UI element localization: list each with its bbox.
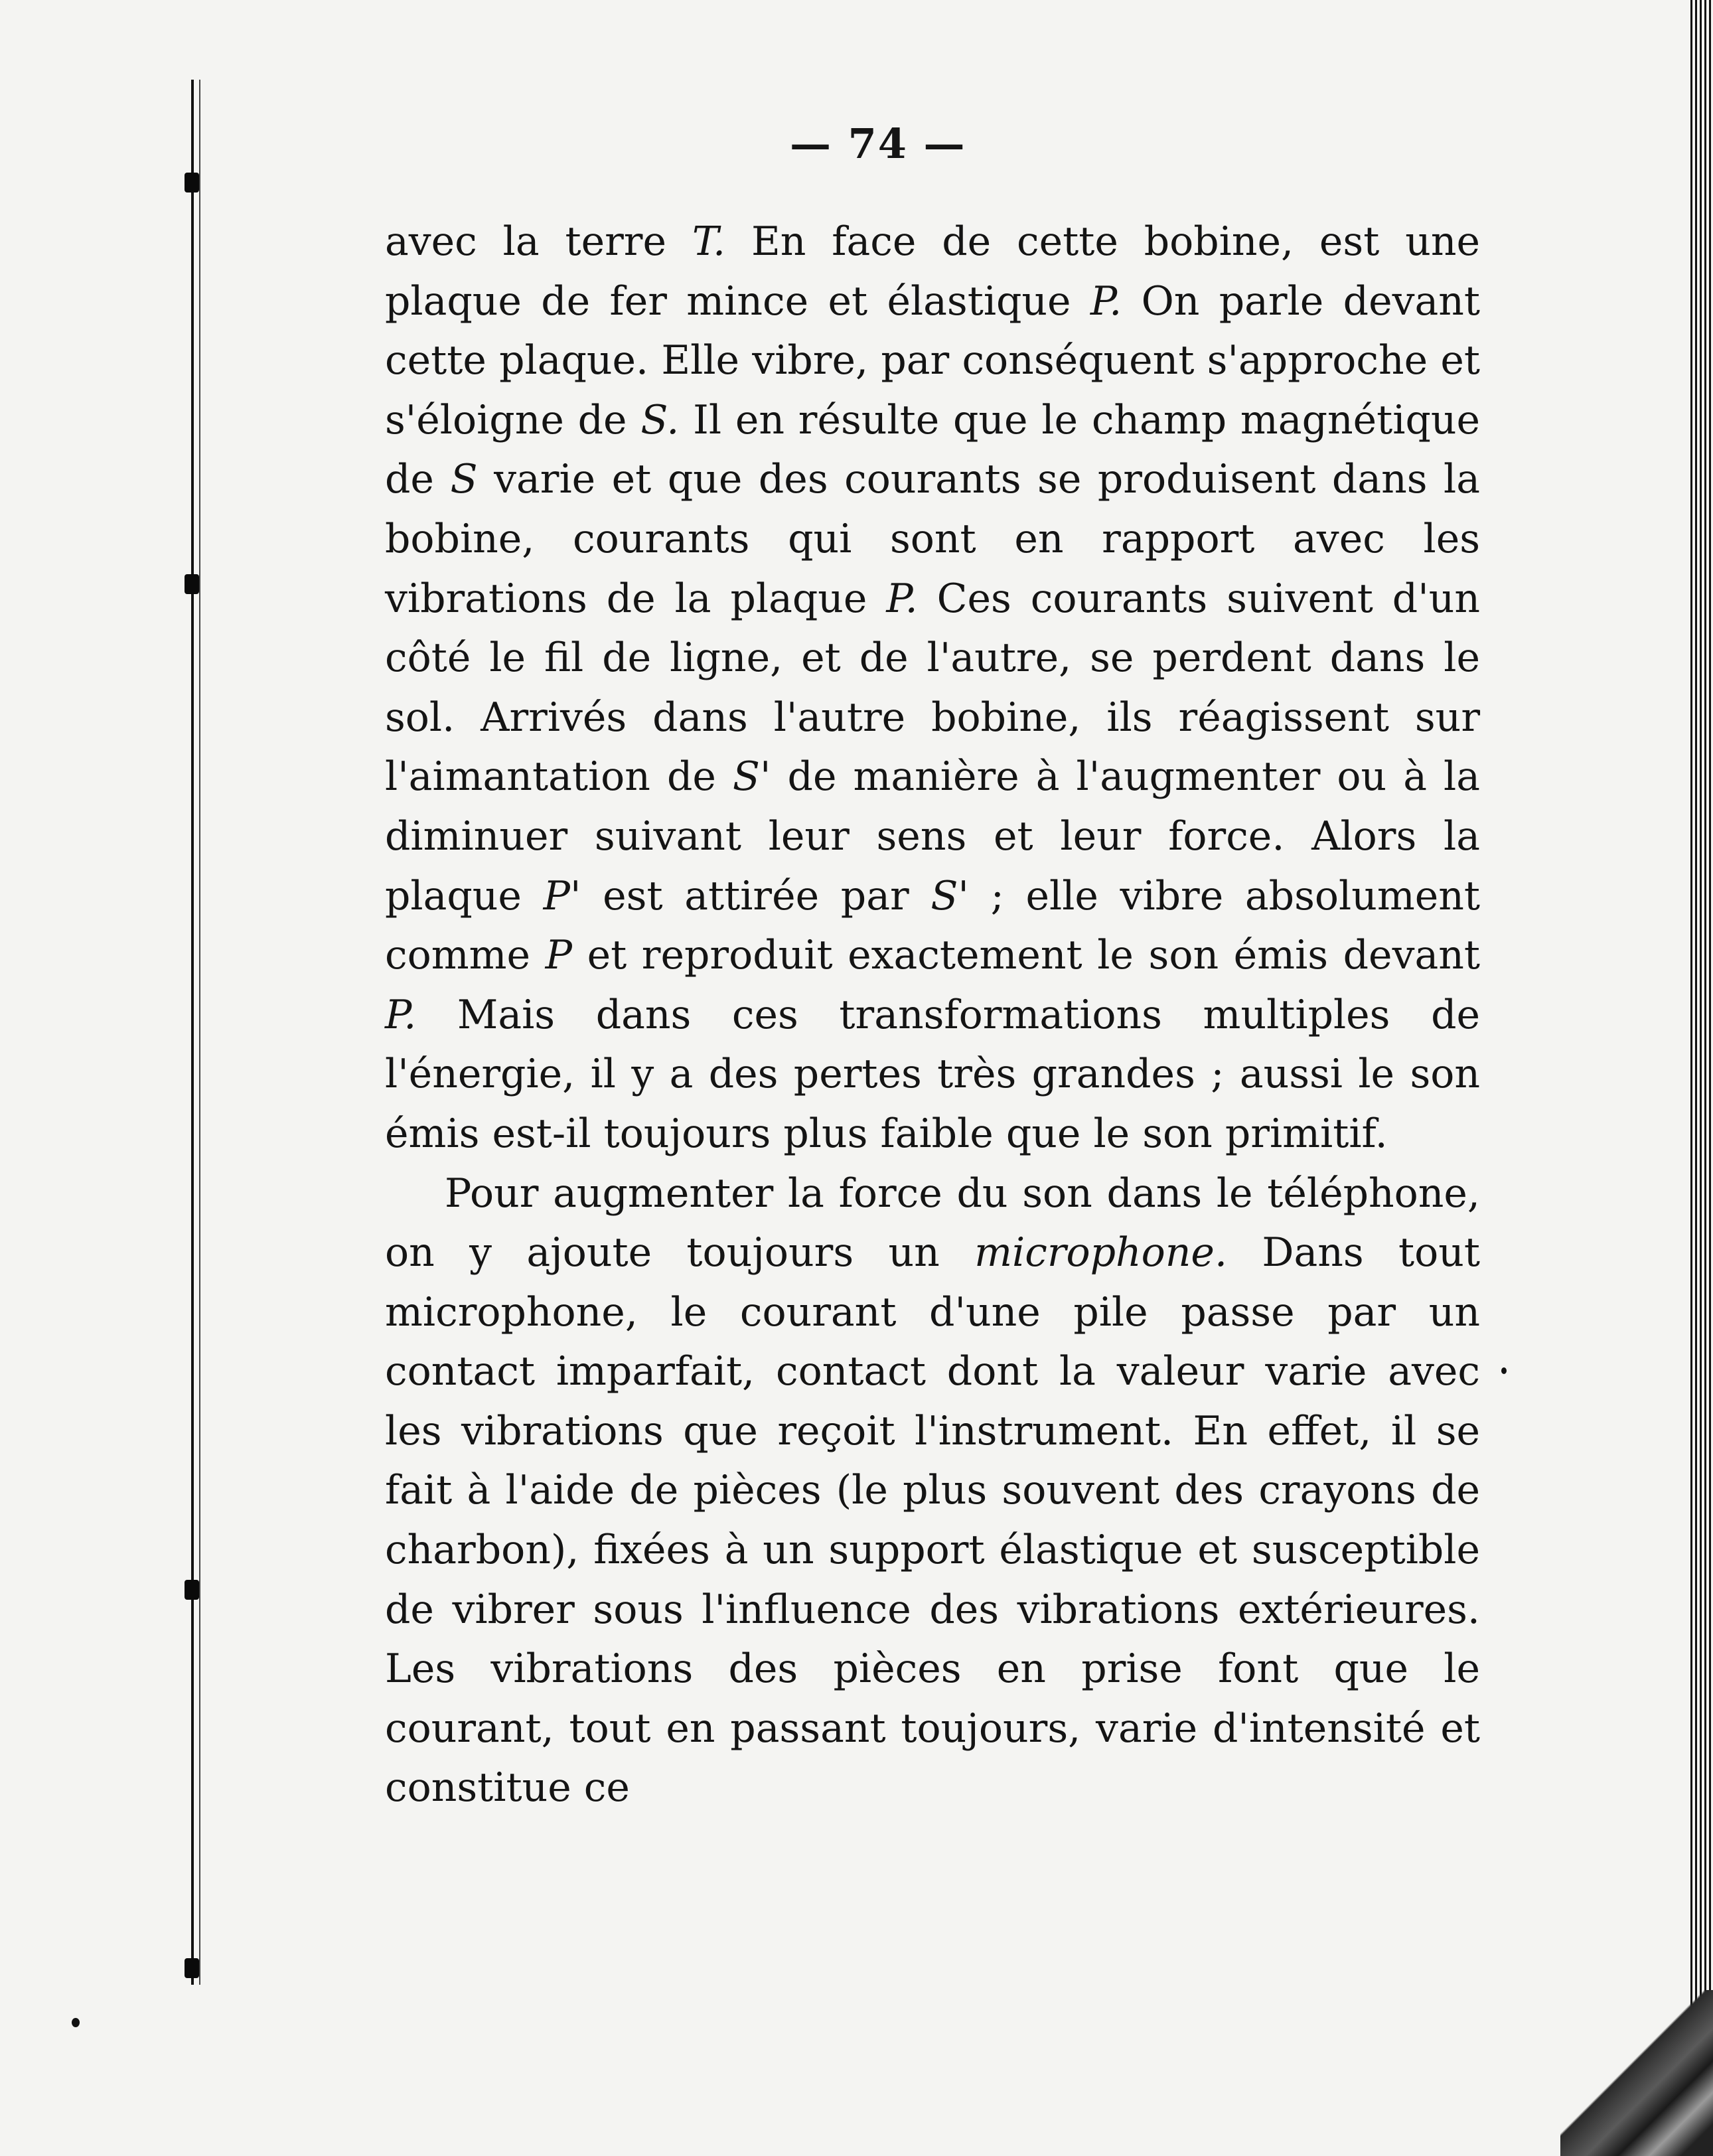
text-segment: Il en résulte que le champ magnétique de xyxy=(385,396,1480,503)
text-segment: et reproduit exactement le son émis devant xyxy=(572,932,1480,979)
paragraph xyxy=(385,1164,1480,1819)
italic-text: microphone. xyxy=(974,1229,1228,1276)
text-segment: On parle devant cette plaque. Elle vibre, par conséquent s'approche et s'éloigne de xyxy=(385,277,1480,443)
page-corner-fold xyxy=(1560,1990,1713,2156)
text-segment: avec la terre xyxy=(385,218,692,265)
binding-thread xyxy=(191,80,194,1985)
binding-thread-secondary xyxy=(199,80,200,1985)
text-segment: de manière à l'augmenter ou à la diminuer suivant leur sens et leur force. Alors la plaque xyxy=(385,753,1480,919)
italic-text: P. xyxy=(1090,277,1122,325)
text-segment: est attirée par xyxy=(581,872,931,919)
text-segment: Dans tout microphone, le courant d'une pile passe par un contact imparfait, contact dont la valeur varie avec les vibrations que reçoit l'instrument. En effet, il se fait à l'aide de pièces (le plus souvent des crayons de charbon), fixées à un support élastique et susceptible de vibrer sous l'influence des vibrations extérieures. Les vibrations des pièces en prise font que le courant, tout en passant toujours, varie d'intensité et constitue ce xyxy=(385,1229,1480,1811)
italic-text: P' xyxy=(543,872,581,919)
text-segment: ; elle vibre absolument comme xyxy=(385,872,1480,979)
binding-stitch xyxy=(185,1958,199,1978)
binding-stitch xyxy=(185,574,199,594)
italic-text: P. xyxy=(886,575,918,622)
italic-text: S. xyxy=(640,396,680,443)
page-number: — 74 — xyxy=(790,119,966,168)
book-binding xyxy=(179,80,206,1985)
text-segment: Ces courants suivent d'un côté le fil de ligne, et de l'autre, se perdent dans le sol. Arrivés dans l'autre bobine, ils réagissent sur l'aimantation de xyxy=(385,575,1480,801)
text-segment: Mais dans ces transformations multiples de l'énergie, il y a des pertes très grandes ; aussi le son émis est-il toujours plus faible que le son primitif. xyxy=(385,991,1480,1157)
paragraph xyxy=(385,212,1480,1164)
body-text xyxy=(385,212,1480,1818)
italic-text: S' xyxy=(732,753,771,801)
text-segment: En face de cette bobine, est une plaque de fer mince et élastique xyxy=(385,218,1480,325)
italic-text: P. xyxy=(385,991,417,1038)
ink-speck xyxy=(72,2018,80,2027)
italic-text: P xyxy=(545,932,572,979)
text-segment: varie et que des courants se produisent dans la bobine, courants qui sont en rapport avec les vibrations de la plaque xyxy=(385,456,1480,622)
italic-text: S xyxy=(450,456,478,503)
binding-stitch xyxy=(185,1580,199,1600)
ink-speck xyxy=(1501,1367,1507,1374)
italic-text: T. xyxy=(692,218,726,265)
text-segment: Pour augmenter la force du son dans le téléphone, on y ajoute toujours un xyxy=(385,1170,1480,1276)
italic-text: S' xyxy=(931,872,969,919)
page-edge xyxy=(1690,0,1713,2156)
binding-stitch xyxy=(185,173,199,193)
